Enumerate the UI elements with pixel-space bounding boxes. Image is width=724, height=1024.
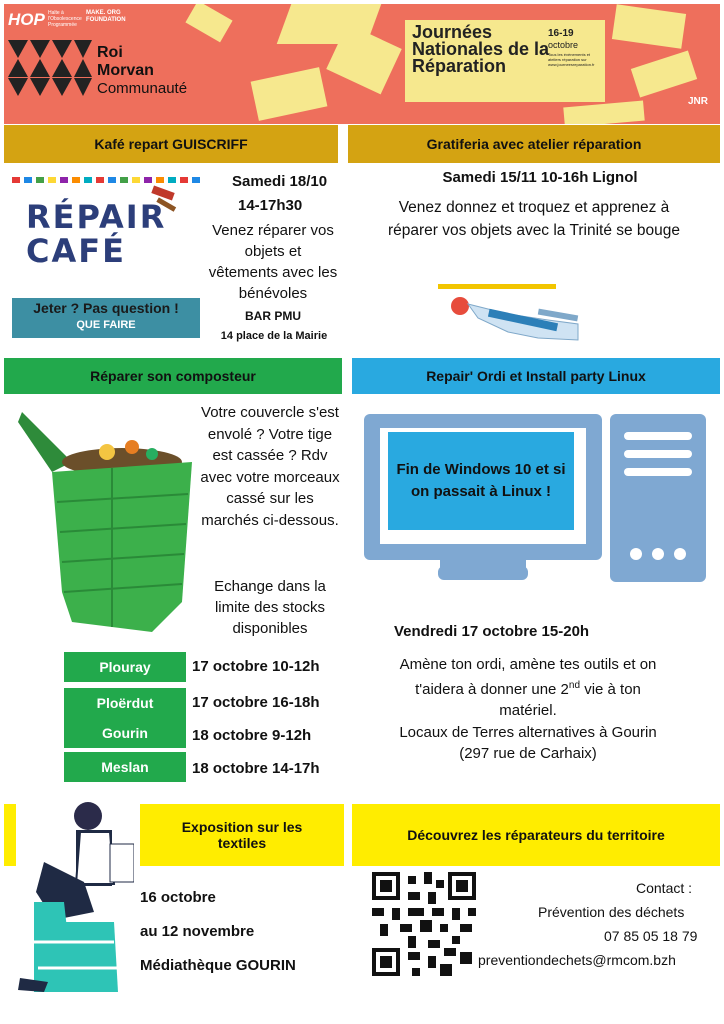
- color-strip: [12, 172, 202, 182]
- composter-illustration: [12, 402, 200, 638]
- monitor-stand: [438, 566, 528, 584]
- contact-email[interactable]: preventiondechets@rmcom.bzh: [478, 952, 676, 968]
- contact-service: Prévention des déchets: [538, 904, 685, 920]
- contact-label: Contact :: [636, 880, 693, 896]
- ordi-header: Repair' Ordi et Install party Linux: [352, 358, 720, 394]
- org-name: Roi Morvan: [97, 44, 154, 79]
- mdf-logo: MAKE. ORG FOUNDATION: [86, 10, 126, 23]
- ordi-date: Vendredi 17 octobre 15-20h: [394, 623, 590, 640]
- market-place-ploerdut: Ploërdut: [64, 688, 186, 718]
- market-date-meslan: 18 octobre 14-17h: [192, 760, 320, 777]
- market-date-gourin: 18 octobre 9-12h: [192, 727, 312, 744]
- event-month: octobre: [548, 40, 579, 50]
- repair-cafe-logo-text: RÉPAIR CAFÉ: [26, 198, 167, 270]
- repair-cafe-caption: Jeter ? Pas question ! QUE FAIRE: [12, 298, 200, 338]
- composteur-stock-note: Echange dans la limite des stocks disponibles: [214, 578, 326, 637]
- wrench-illustration: [438, 284, 584, 346]
- event-info: Tous les évènements et ateliers réparation sur www.journeesreparation.fr: [548, 52, 595, 67]
- kafe-time: 14-17h30: [238, 197, 303, 214]
- roi-morvan-logo: [8, 40, 92, 96]
- kafe-place: BAR PMU: [245, 309, 301, 323]
- ordi-description: Amène ton ordi, amène tes outils et on t'aidera à donner une 2nd vie à ton matériel.: [399, 656, 657, 719]
- gratiferia-date: Samedi 15/11 10-16h Lignol: [442, 169, 638, 186]
- textile-woman-illustration: [14, 792, 134, 998]
- composteur-description: Votre couvercle s'est envolé ? Votre tige est cassée ? Rdv avec votre morceaux cassé sur les marchés ci-dessous.: [200, 404, 340, 529]
- kafe-date: Samedi 18/10: [232, 173, 328, 190]
- expo-header: Exposition sur les textiles: [140, 804, 344, 866]
- gratiferia-description: Venez donnez et troquez et apprenez à réparer vos objets avec la Trinité se bouge: [387, 199, 681, 239]
- ordi-place: Locaux de Terres alternatives à Gourin (297 rue de Carhaix): [399, 724, 657, 762]
- event-dates: 16-19: [548, 28, 574, 39]
- contact-phone[interactable]: 07 85 05 18 79: [604, 928, 698, 944]
- expo-place: Médiathèque GOURIN: [140, 957, 296, 974]
- hop-subtitle: Halte à l'Obsolescence Programmée: [48, 10, 82, 28]
- kafe-description: Venez réparer vos objets et vêtements avec les bénévoles: [208, 222, 338, 302]
- market-date-ploerdut: 17 octobre 16-18h: [192, 694, 320, 711]
- hop-logo: HOP: [8, 10, 45, 29]
- linux-screen-text: Fin de Windows 10 et si on passait à Linux !: [396, 461, 566, 500]
- market-place-plouray: Plouray: [64, 652, 186, 682]
- expo-start-date: 16 octobre: [140, 889, 216, 906]
- qr-code-icon[interactable]: [372, 872, 476, 976]
- reparateurs-header: Découvrez les réparateurs du territoire: [352, 804, 720, 866]
- gratiferia-header: Gratiferia avec atelier réparation: [348, 125, 720, 163]
- event-title: Journées Nationales de la Réparation: [412, 22, 550, 76]
- expo-end-date: au 12 novembre: [140, 923, 255, 940]
- jnr-tag: JNR: [688, 96, 709, 107]
- linux-screen-box: [388, 432, 574, 530]
- kafe-header: Kafé repart GUISCRIFF: [4, 125, 338, 163]
- market-date-plouray: 17 octobre 10-12h: [192, 658, 320, 675]
- market-place-gourin: Gourin: [64, 718, 186, 748]
- composteur-header: Réparer son composteur: [4, 358, 342, 394]
- kafe-address: 14 place de la Mairie: [220, 330, 328, 342]
- repair-cafe-logo: [26, 200, 176, 268]
- org-subname: Communauté: [97, 80, 188, 97]
- market-place-meslan: Meslan: [64, 752, 186, 782]
